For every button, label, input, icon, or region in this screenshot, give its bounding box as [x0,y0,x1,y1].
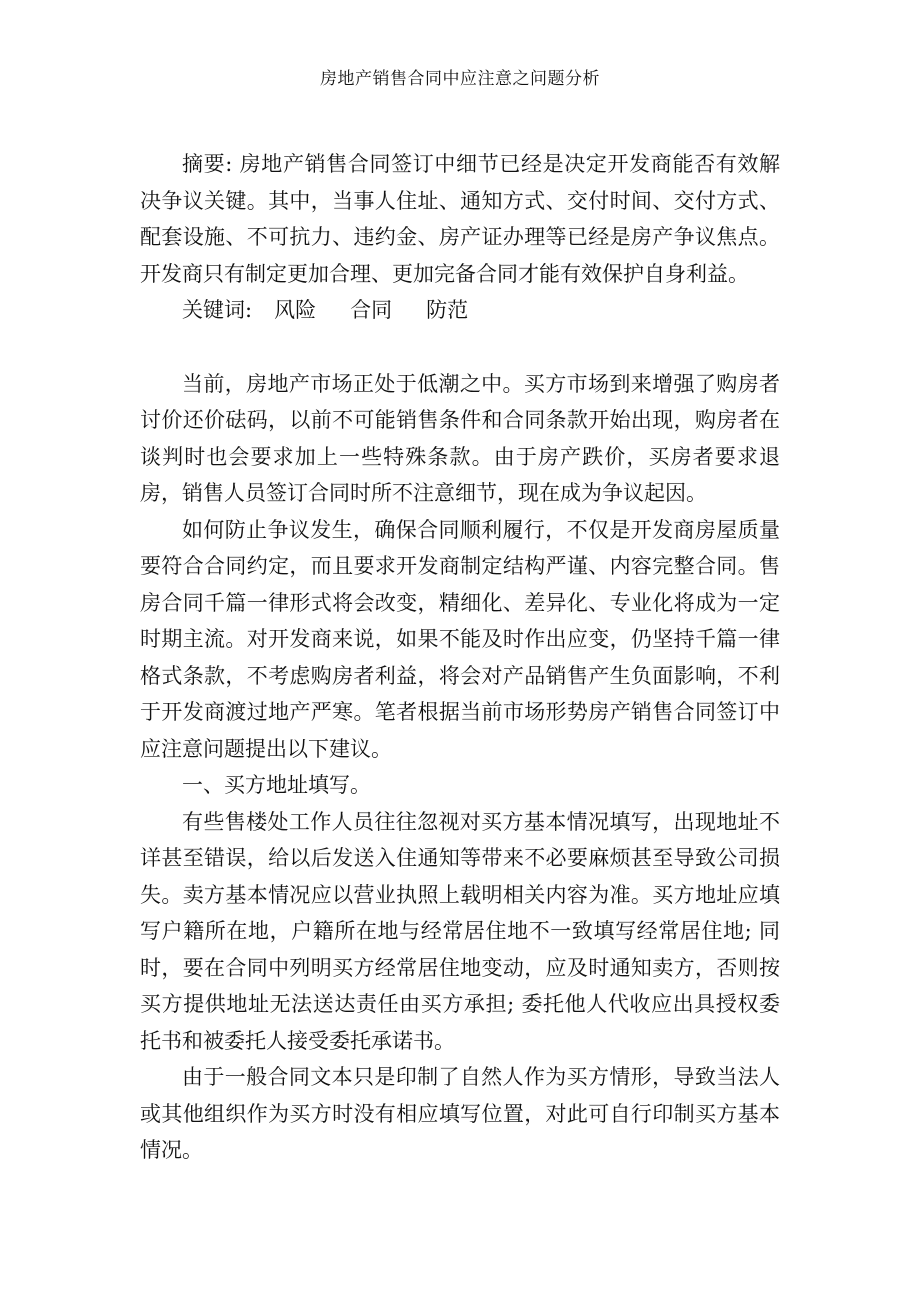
body-paragraph: 如何防止争议发生，确保合同顺利履行，不仅是开发商房屋质量要符合合同约定，而且要求开发商制定结构严谨、内容完整合同。售房合同千篇一律形式将会改变，精细化、差异化、专业化将成为一定时期主流。对开发商来说，如果不能及时作出应变，仍坚持千篇一律格式条款，不考虑购房者利益，将会对产品销售产生负面影响，不利于开发商渡过地产严寒。笔者根据当前市场形势房产销售合同签订中应注意问题提出以下建议。 [140,517,780,761]
keyword-item: 风险 [274,298,317,322]
keywords-line [140,292,780,329]
body-paragraph: 有些售楼处工作人员往往忽视对买方基本情况填写，出现地址不详甚至错误，给以后发送入住通知等带来不必要麻烦甚至导致公司损失。卖方基本情况应以营业执照上载明相关内容为准。买方地址应填写户籍所在地，户籍所在地与经常居住地不一致填写经常居住地; 同时，要在合同中列明买方经常居住地变动，应及时通知卖方，否则按买方提供地址无法送达责任由买方承担; 委托他人代收应出具授权委托书和被委托人接受委托承诺书。 [140,809,780,1053]
body-paragraph: 当前，房地产市场正处于低潮之中。买方市场到来增强了购房者讨价还价砝码，以前不可能销售条件和合同条款开始出现，购房者在谈判时也会要求加上一些特殊条款。由于房产跌价，买房者要求退房，销售人员签订合同时所不注意细节，现在成为争议起因。 [140,371,780,505]
document-body [140,146,780,1169]
keyword-item: 合同 [350,298,393,322]
page-title: 房地产销售合同中应注意之问题分析 [320,69,600,89]
abstract-paragraph: 摘要: 房地产销售合同签订中细节已经是决定开发商能否有效解决争议关键。其中，当事人住址、通知方式、交付时间、交付方式、配套设施、不可抗力、违约金、房产证办理等已经是房产争议焦点。开发商只有制定更加合理、更加完备合同才能有效保护自身利益。 [140,152,780,286]
keywords-label: 关键词: [182,298,253,322]
section-heading: 一、买方地址填写。 [182,773,371,797]
body-paragraph: 由于一般合同文本只是印制了自然人作为买方情形，导致当法人或其他组织作为买方时没有相应填写位置，对此可自行印制买方基本情况。 [140,1065,780,1162]
keyword-item: 防范 [426,298,469,322]
